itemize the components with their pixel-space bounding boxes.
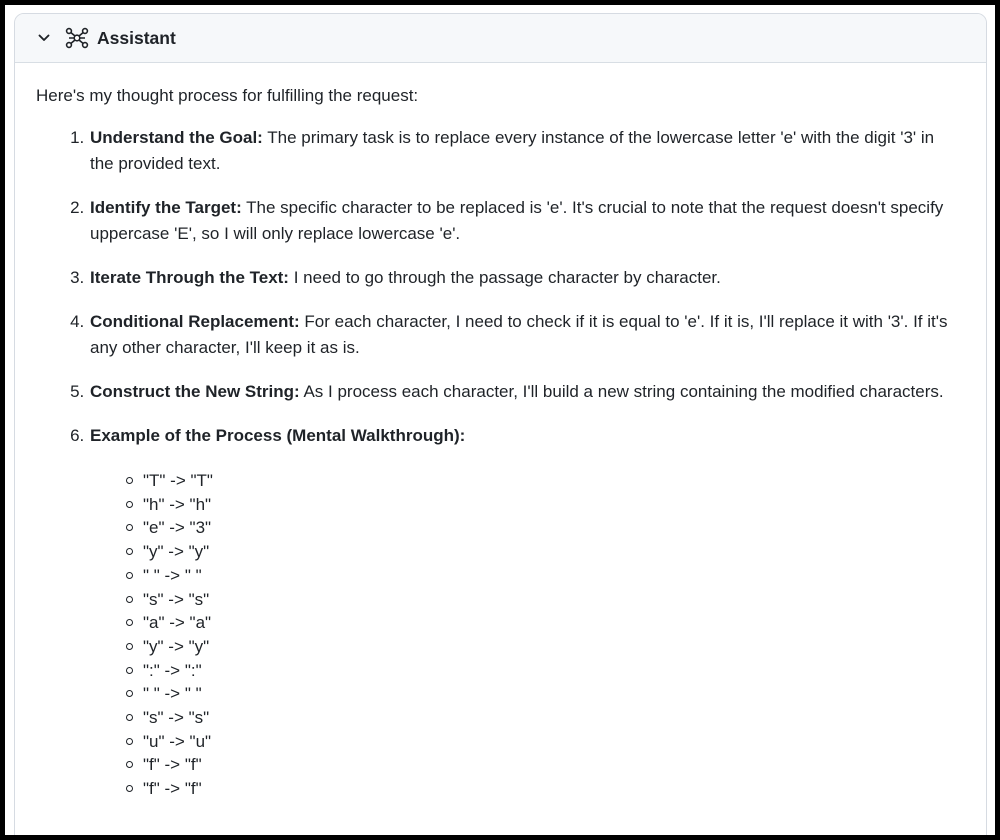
step-item xyxy=(89,195,958,247)
walkthrough-text: "T" -> "T" xyxy=(143,471,213,490)
hollow-bullet-icon xyxy=(126,477,133,484)
message-body xyxy=(15,63,986,801)
hollow-bullet-icon xyxy=(126,714,133,721)
step-item xyxy=(89,125,958,177)
step-item xyxy=(89,265,958,291)
walkthrough-item xyxy=(126,706,958,730)
hollow-bullet-icon xyxy=(126,501,133,508)
step-text: The specific character to be replaced is 'e'. It's crucial to note that the request doesn't specify uppercase 'E', so I will only replace lowercase 'e'. xyxy=(90,198,944,243)
screenshot-frame xyxy=(5,5,995,835)
walkthrough-item xyxy=(126,540,958,564)
hollow-bullet-icon xyxy=(126,738,133,745)
step-title: Iterate Through the Text: xyxy=(90,268,289,287)
walkthrough-text: ":" -> ":" xyxy=(143,660,202,680)
step-text: The primary task is to replace every instance of the lowercase letter 'e' with the digit '3' in the provided text. xyxy=(90,128,935,173)
hollow-bullet-icon xyxy=(126,548,133,555)
walkthrough-item xyxy=(126,682,958,706)
walkthrough-item xyxy=(126,611,958,635)
step-title: Example of the Process (Mental Walkthrough): xyxy=(90,426,466,445)
walkthrough-text: "a" -> "a" xyxy=(143,613,212,633)
step-text: As I process each character, I'll build a new string containing the modified characters. xyxy=(299,382,944,401)
hollow-bullet-icon xyxy=(126,761,133,768)
step-item xyxy=(89,423,958,801)
walkthrough-text: "y" -> "y" xyxy=(143,542,210,562)
walkthrough-item xyxy=(126,777,958,801)
walkthrough-item xyxy=(126,493,958,517)
walkthrough-text: " " -> " " xyxy=(143,565,202,585)
walkthrough-list xyxy=(90,469,958,801)
walkthrough-item xyxy=(126,588,958,612)
step-title: Identify the Target: xyxy=(90,198,242,217)
hollow-bullet-icon xyxy=(126,785,133,792)
walkthrough-text: "y" -> "y" xyxy=(143,636,210,656)
walkthrough-item xyxy=(126,659,958,683)
hollow-bullet-icon xyxy=(126,690,133,697)
hollow-bullet-icon xyxy=(126,524,133,531)
walkthrough-item xyxy=(126,635,958,659)
walkthrough-text: "h" -> "h" xyxy=(143,494,212,514)
assistant-message-panel xyxy=(14,13,987,835)
step-title: Construct the New String: xyxy=(90,382,300,401)
walkthrough-item xyxy=(126,516,958,540)
step-item xyxy=(89,379,958,405)
chevron-down-icon[interactable] xyxy=(37,31,51,45)
header-title: Assistant xyxy=(97,27,176,48)
walkthrough-text: "e" -> "3" xyxy=(143,518,212,538)
atom-agent-icon xyxy=(65,26,89,50)
assistant-header[interactable] xyxy=(15,14,986,63)
intro-text: Here's my thought process for fulfilling the request: xyxy=(36,86,419,105)
step-text: I need to go through the passage character by character. xyxy=(288,268,721,287)
hollow-bullet-icon xyxy=(126,619,133,626)
walkthrough-item xyxy=(126,564,958,588)
walkthrough-text: " " -> " " xyxy=(143,684,202,704)
hollow-bullet-icon xyxy=(126,667,133,674)
hollow-bullet-icon xyxy=(126,572,133,579)
hollow-bullet-icon xyxy=(126,643,133,650)
walkthrough-text: "s" -> "s" xyxy=(143,589,210,609)
steps-list xyxy=(36,125,958,801)
walkthrough-item xyxy=(126,730,958,754)
walkthrough-text: "f" -> "f" xyxy=(143,755,202,775)
step-title: Understand the Goal: xyxy=(90,128,263,147)
walkthrough-text: "s" -> "s" xyxy=(143,708,210,728)
walkthrough-text: "u" -> "u" xyxy=(143,731,212,751)
walkthrough-item xyxy=(126,753,958,777)
step-title: Conditional Replacement: xyxy=(90,312,300,331)
step-text: For each character, I need to check if it is equal to 'e'. If it is, I'll replace it with '3'. If it's any other character, I'll keep it as is. xyxy=(90,312,948,357)
step-item xyxy=(89,309,958,361)
walkthrough-text: "f" -> "f" xyxy=(143,779,202,799)
walkthrough-item xyxy=(126,469,958,493)
hollow-bullet-icon xyxy=(126,596,133,603)
